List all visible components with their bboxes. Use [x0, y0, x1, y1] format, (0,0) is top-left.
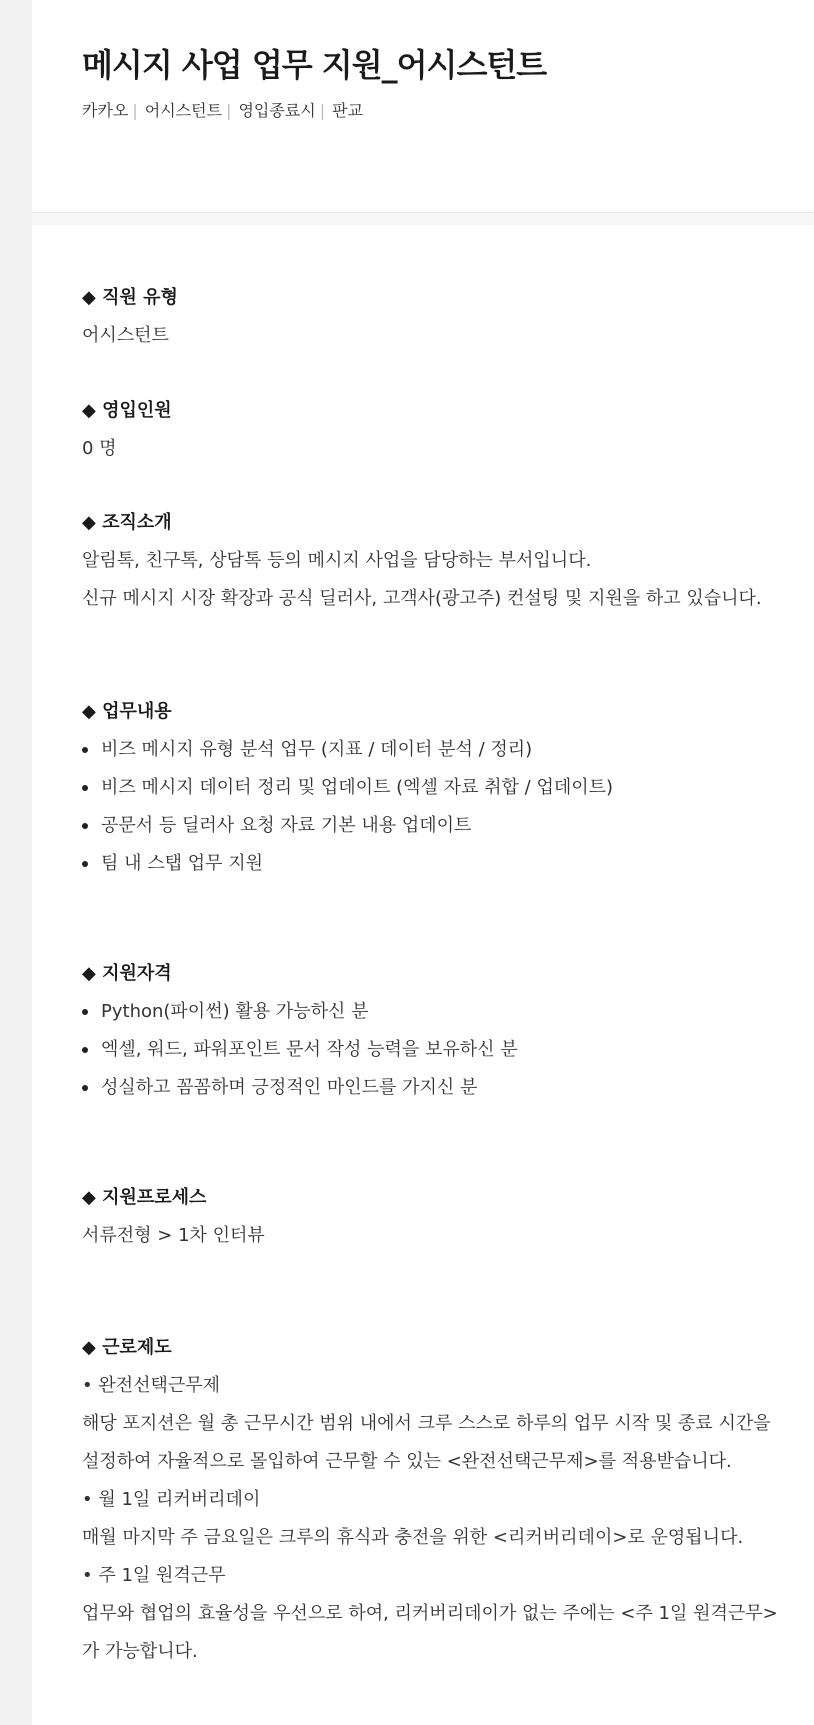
job-title: 메시지 사업 업무 지원_어시스턴트	[82, 46, 547, 84]
list-item	[82, 807, 802, 845]
job-header	[32, 0, 814, 213]
section-duties	[82, 693, 802, 883]
bullet-icon	[82, 1085, 88, 1091]
meta-separator: |	[319, 101, 326, 120]
job-posting-page	[32, 0, 814, 1725]
list-item-text: 성실하고 꼼꼼하며 긍정적인 마인드를 가지신 분	[101, 1077, 478, 1098]
section-title: ◆ 근로제도	[82, 1337, 172, 1358]
section-text: • 월 1일 리커버리데이	[82, 1489, 261, 1510]
section-title: ◆ 지원자격	[82, 963, 172, 984]
list-item-text: 비즈 메시지 유형 분석 업무 (지표 / 데이터 분석 / 정리)	[101, 739, 533, 760]
list-item	[82, 769, 802, 807]
section-process	[82, 1179, 802, 1255]
section-text: • 완전선택근무제	[82, 1375, 221, 1396]
section-title: ◆ 지원프로세스	[82, 1187, 207, 1208]
meta-company: 카카오	[82, 101, 129, 120]
list-item-text: 비즈 메시지 데이터 정리 및 업데이트 (엑셀 자료 취합 / 업데이트)	[101, 777, 614, 798]
meta-location: 판교	[332, 101, 364, 120]
section-work-system	[82, 1329, 802, 1671]
section-text: 서류전형 > 1차 인터뷰	[82, 1225, 265, 1246]
bullet-icon	[82, 823, 88, 829]
meta-separator: |	[226, 101, 232, 120]
bullet-icon	[82, 861, 88, 867]
section-qualifications	[82, 955, 802, 1107]
section-text: 신규 메시지 시장 확장과 공식 딜러사, 고객사(광고주) 컨설팅 및 지원을 하고 있습니다.	[82, 588, 762, 609]
section-title: ◆ 업무내용	[82, 701, 172, 722]
section-employment-type	[82, 279, 802, 355]
section-text: 가 가능합니다.	[82, 1641, 198, 1662]
meta-employment-type: 어시스턴트	[144, 101, 223, 120]
bullet-icon	[82, 785, 88, 791]
list-item	[82, 1069, 802, 1107]
section-text: 매월 마지막 주 금요일은 크루의 휴식과 충전을 위한 <리커버리데이>로 운영됩니다.	[82, 1527, 744, 1548]
list-item	[82, 845, 802, 883]
section-text: 알림톡, 친구톡, 상담톡 등의 메시지 사업을 담당하는 부서입니다.	[82, 550, 592, 571]
meta-deadline: 영입종료시	[238, 101, 316, 120]
list-item-text: Python(파이썬) 활용 가능하신 분	[101, 1001, 369, 1022]
section-text: 업무와 협업의 효율성을 우선으로 하여, 리커버리데이가 없는 주에는 <주 1일 원격근무>	[82, 1603, 778, 1624]
list-item	[82, 731, 802, 769]
job-meta	[82, 98, 363, 121]
list-item	[82, 993, 802, 1031]
bullet-icon	[82, 747, 88, 753]
bullet-icon	[82, 1009, 88, 1015]
section-text: • 주 1일 원격근무	[82, 1565, 226, 1586]
bullet-icon	[82, 1047, 88, 1053]
section-title: ◆ 직원 유형	[82, 287, 178, 308]
meta-separator: |	[132, 101, 138, 120]
list-item-text: 팀 내 스탭 업무 지원	[101, 853, 263, 874]
qualifications-list	[82, 993, 802, 1107]
duties-list	[82, 731, 802, 883]
section-text: 설정하여 자율적으로 몰입하여 근무할 수 있는 <완전선택근무제>를 적용받습니다.	[82, 1451, 732, 1472]
section-text: 0 명	[82, 438, 117, 459]
section-title: ◆ 영입인원	[82, 400, 172, 421]
section-title: ◆ 조직소개	[82, 512, 172, 533]
header-divider	[32, 213, 814, 225]
section-text: 어시스턴트	[82, 325, 169, 346]
list-item	[82, 1031, 802, 1069]
section-text: 해당 포지션은 월 총 근무시간 범위 내에서 크루 스스로 하루의 업무 시작 및 종료 시간을	[82, 1413, 771, 1434]
section-headcount	[82, 392, 802, 468]
list-item-text: 공문서 등 딜러사 요청 자료 기본 내용 업데이트	[101, 815, 472, 836]
list-item-text: 엑셀, 워드, 파워포인트 문서 작성 능력을 보유하신 분	[101, 1039, 518, 1060]
section-org-intro	[82, 504, 802, 618]
